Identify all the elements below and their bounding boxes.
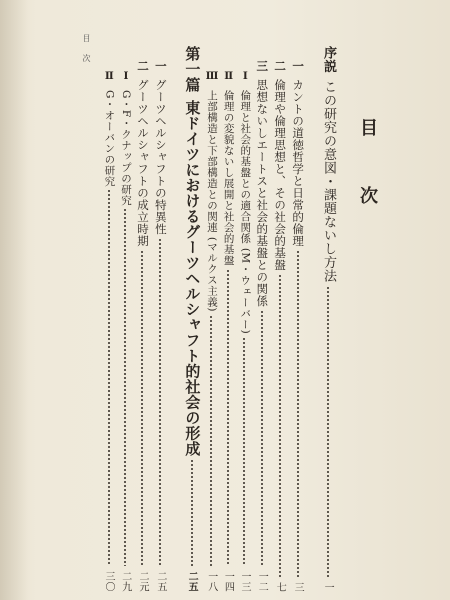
entry-label: 上部構造と下部構造との関連 (マルクス主義) bbox=[206, 89, 219, 312]
entry-number: 第一篇 bbox=[183, 46, 202, 93]
toc-entry bbox=[238, 46, 252, 592]
entry-number: Ⅱ bbox=[103, 70, 116, 83]
running-head: 目 次 bbox=[82, 34, 91, 64]
entry-page: 七 bbox=[274, 581, 286, 592]
leader-dots bbox=[272, 274, 287, 577]
entry-label: グーツヘルシャフトの成立時期 bbox=[135, 79, 150, 247]
leader-dots bbox=[254, 310, 269, 566]
toc-entry-preface bbox=[319, 46, 336, 592]
toc-entry bbox=[221, 46, 235, 592]
leader-dots bbox=[204, 315, 218, 566]
leader-dots bbox=[182, 459, 202, 566]
entry-page: 二九 bbox=[119, 571, 131, 592]
leader-dots bbox=[135, 250, 150, 566]
entry-number: 二 bbox=[135, 60, 150, 72]
entry-page: 二五 bbox=[186, 571, 198, 592]
toc-entry bbox=[204, 46, 218, 592]
entry-page: 一三 bbox=[238, 571, 250, 592]
entry-label: G・F・クナップの研究 bbox=[120, 89, 132, 206]
leader-dots bbox=[290, 250, 305, 577]
entry-label: 東ドイツにおけるグーツヘルシャフト的社会の形成 bbox=[183, 99, 202, 456]
entry-number: Ⅱ bbox=[222, 70, 235, 83]
entry-number: 序説 bbox=[321, 46, 336, 73]
leader-dots bbox=[221, 269, 235, 567]
entry-number: 一 bbox=[291, 60, 306, 72]
toc-title: 目 次 bbox=[357, 118, 378, 220]
entry-page: 二元 bbox=[136, 571, 148, 592]
toc-entry bbox=[102, 46, 116, 592]
entry-page: 一 bbox=[322, 581, 334, 592]
leader-dots bbox=[102, 189, 116, 566]
entry-page: 一二 bbox=[256, 571, 268, 592]
toc-entry bbox=[272, 46, 287, 592]
toc-entry bbox=[254, 46, 269, 592]
entry-page: 三 bbox=[292, 581, 304, 592]
entry-page: 一八 bbox=[205, 571, 217, 592]
entry-number: 三 bbox=[255, 60, 270, 72]
entry-label: カントの道徳哲学と日常的倫理 bbox=[291, 79, 306, 247]
entry-label: グーツヘルシャフトの特異性 bbox=[153, 79, 168, 235]
table-of-contents bbox=[99, 46, 380, 592]
toc-entry bbox=[135, 46, 150, 592]
entry-label: この研究の意図・課題ないし方法 bbox=[321, 80, 336, 283]
entry-label: 倫理と社会的基盤との適合関係 (M・ウェーバー) bbox=[239, 89, 252, 334]
toc-entry bbox=[153, 46, 168, 592]
leader-dots bbox=[238, 337, 252, 566]
entry-label: G・オーバンの研究 bbox=[103, 89, 116, 187]
leader-dots bbox=[118, 208, 132, 566]
toc-entry bbox=[290, 46, 305, 592]
entry-page: 三〇 bbox=[103, 571, 115, 592]
entry-label: 倫理の変貌ないし展開と社会的基盤 bbox=[222, 89, 235, 266]
entry-page: 一四 bbox=[222, 571, 234, 592]
entry-number: Ⅲ bbox=[206, 70, 219, 83]
toc-entry bbox=[118, 46, 132, 592]
toc-entry-part bbox=[182, 46, 202, 592]
entry-label: 思想ないしエートスと社会的基盤との関係 bbox=[255, 79, 270, 307]
entry-page: 二五 bbox=[154, 571, 166, 592]
entry-number: 一 bbox=[153, 60, 168, 72]
entry-number: 二 bbox=[273, 60, 288, 72]
leader-dots bbox=[153, 238, 168, 566]
entry-number: Ⅰ bbox=[239, 70, 252, 83]
entry-number: Ⅰ bbox=[120, 70, 132, 83]
entry-label: 倫理や倫理思想と、その社会的基盤 bbox=[273, 79, 288, 271]
leader-dots bbox=[319, 286, 336, 577]
